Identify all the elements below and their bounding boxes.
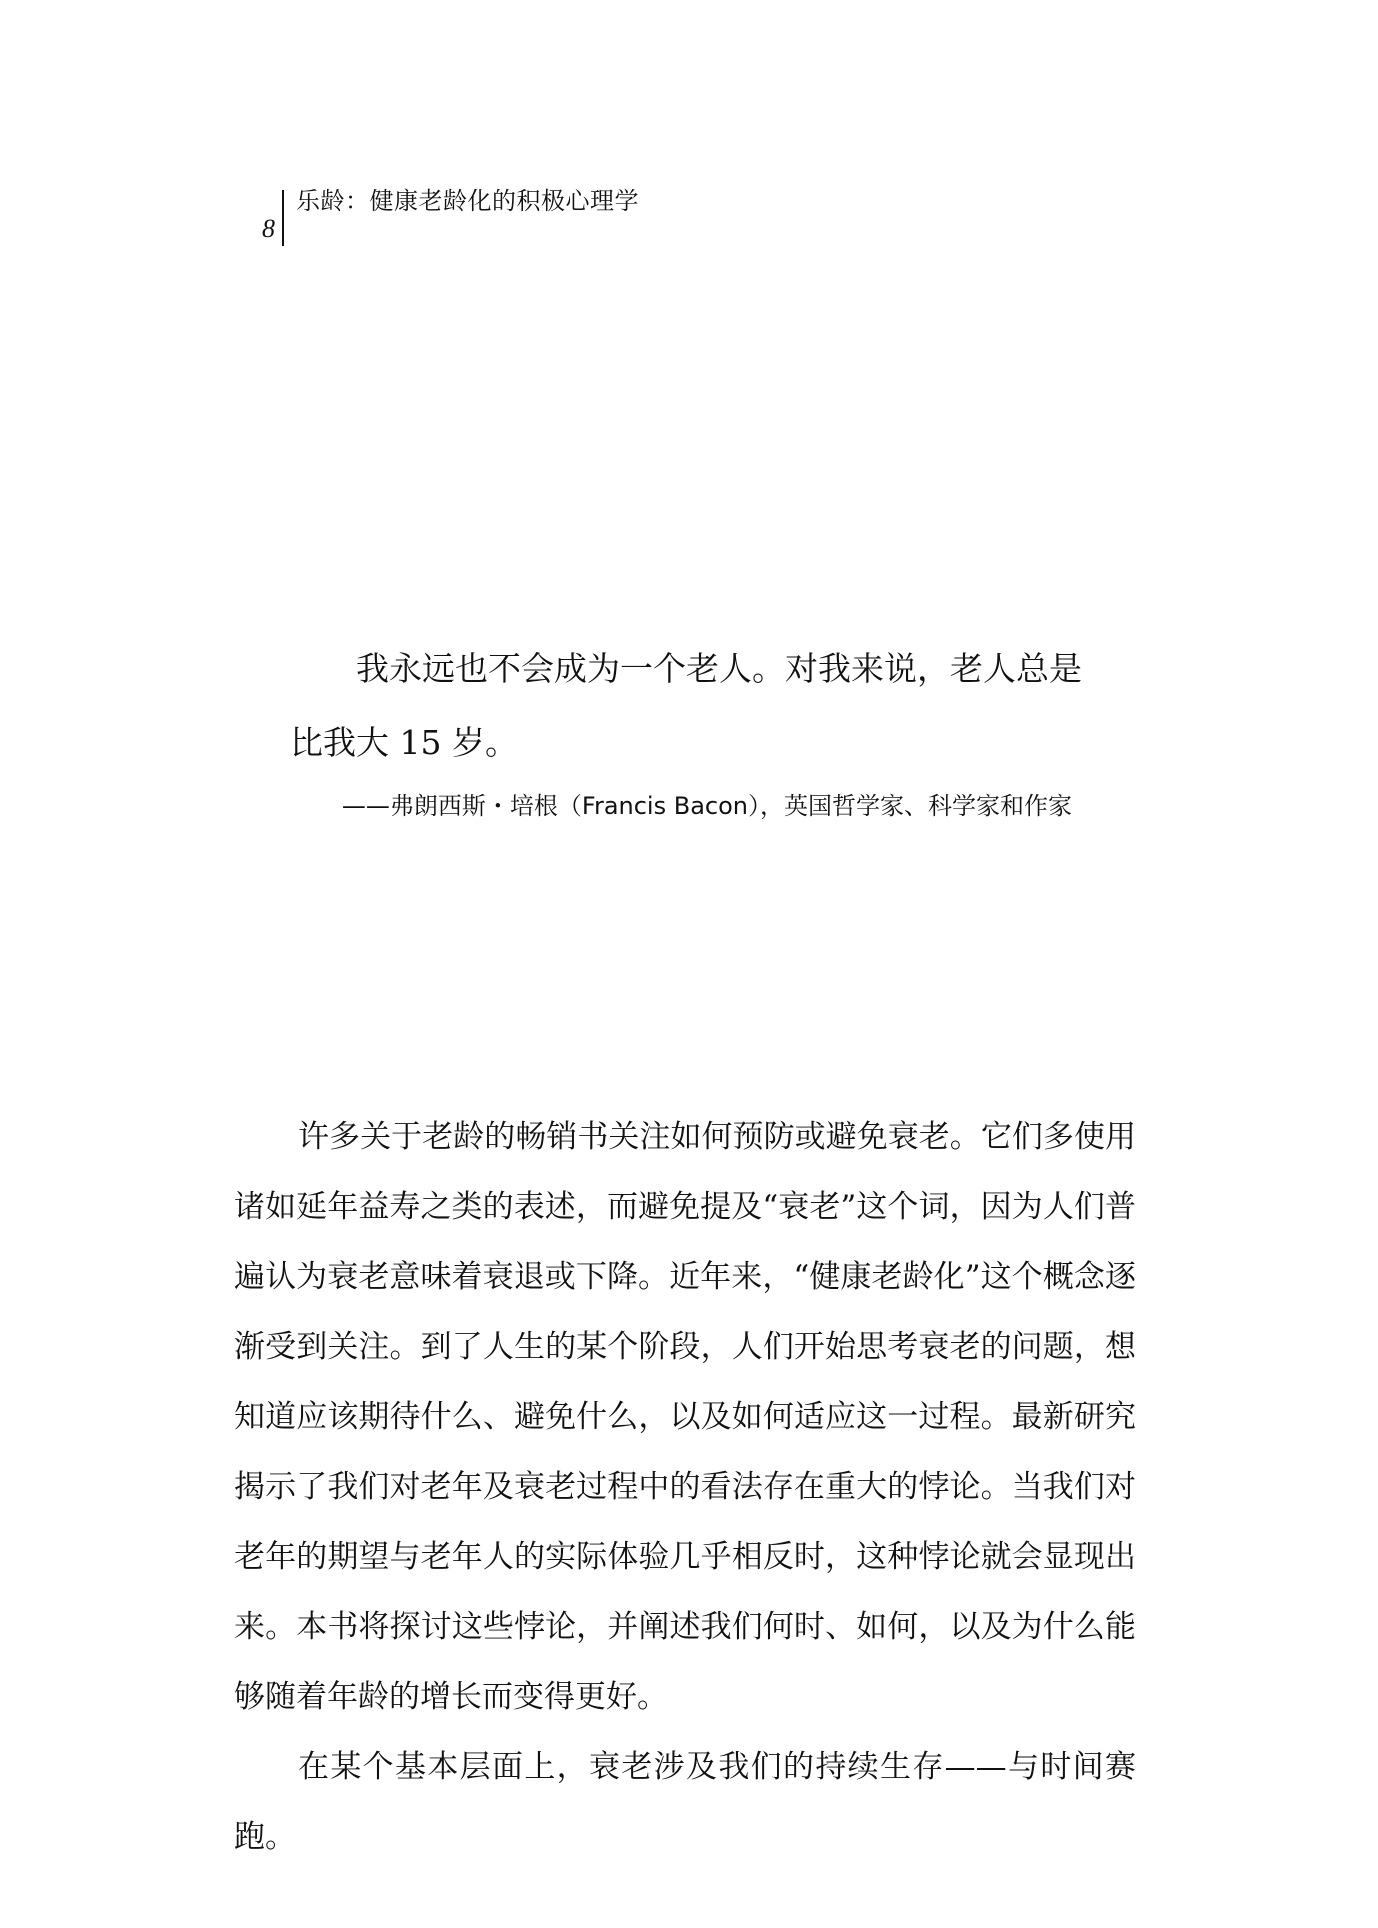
paragraph: 在某个基本层面上，衰老涉及我们的持续生存——与时间赛跑。 bbox=[234, 1749, 1136, 1855]
epigraph-quote: 我永远也不会成为一个老人。对我来说，老人总是比我大 15 岁。 bbox=[290, 649, 1082, 762]
header-divider bbox=[282, 190, 284, 246]
running-title: 乐龄：健康老龄化的积极心理学 bbox=[296, 187, 639, 215]
body-text bbox=[234, 1102, 1136, 1872]
page-number: 8 bbox=[262, 214, 275, 243]
epigraph-attribution: ——弗朗西斯・培根（Francis Bacon），英国哲学家、科学家和作家 bbox=[341, 792, 1072, 820]
epigraph bbox=[290, 632, 1110, 824]
paragraph: 许多关于老龄的畅销书关注如何预防或避免衰老。它们多使用诸如延年益寿之类的表述，而避免提及“衰老”这个词，因为人们普遍认为衰老意味着衰退或下降。近年来，“健康老龄化”这个概念逐渐受到关注。到了人生的某个阶段，人们开始思考衰老的问题，想知道应该期待什么、避免什么，以及如何适应这一过程。最新研究揭示了我们对老年及衰老过程中的看法存在重大的悖论。当我们对老年的期望与老年人的实际体验几乎相反时，这种悖论就会显现出来。本书将探讨这些悖论，并阐述我们何时、如何，以及为什么能够随着年龄的增长而变得更好。 bbox=[234, 1119, 1136, 1715]
